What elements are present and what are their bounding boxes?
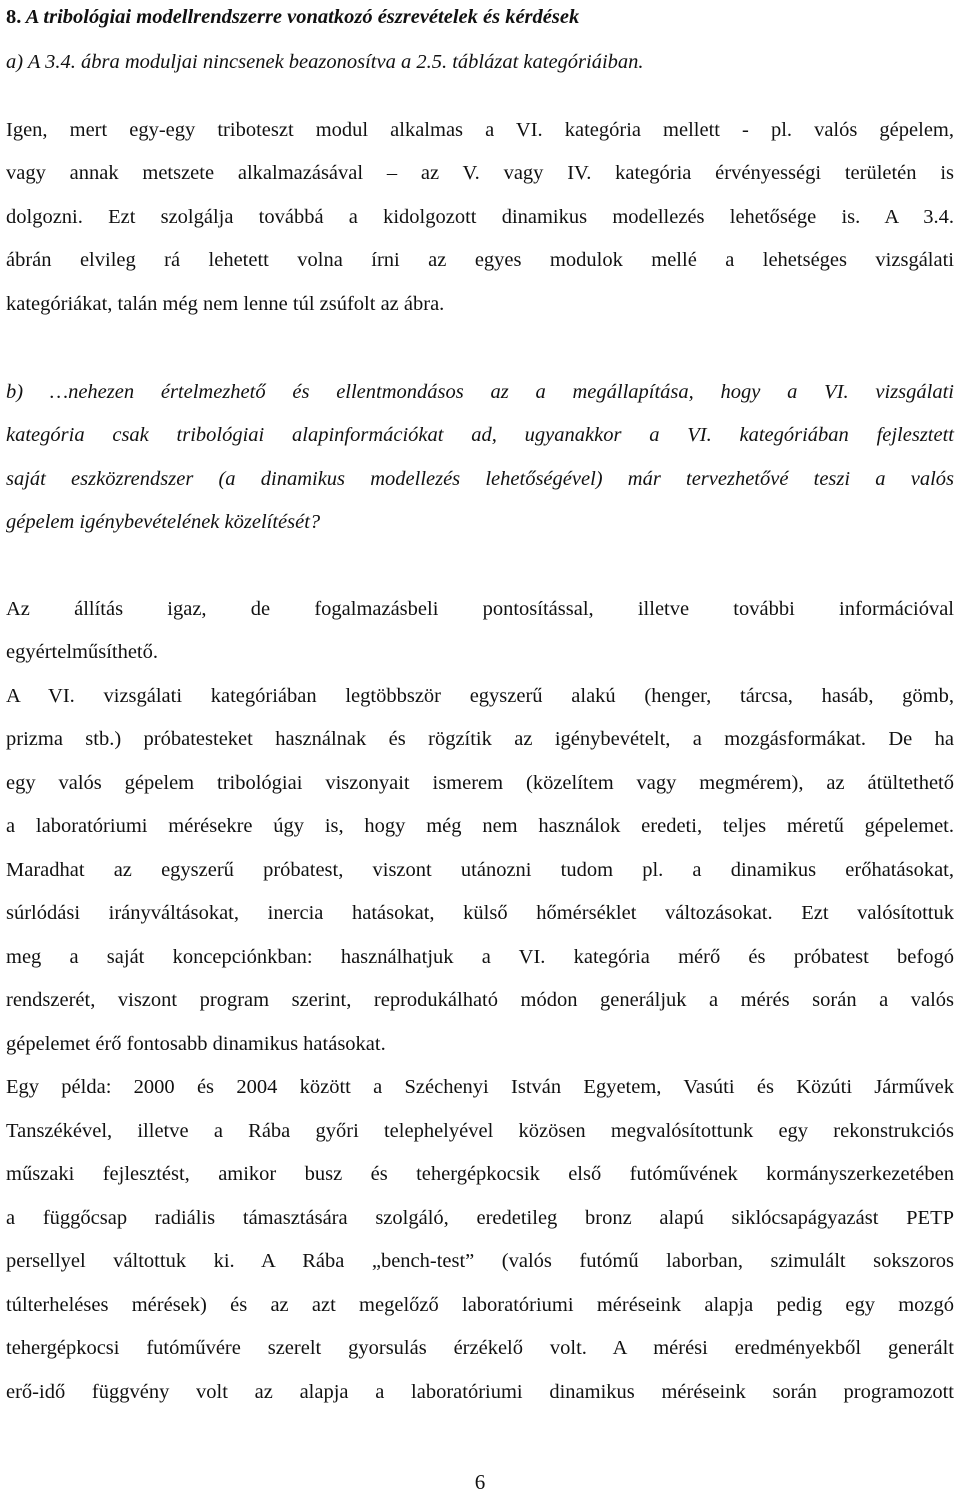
answer-b3-line: műszaki fejlesztést, amikor busz és tehergépkocsik első futóművének kormányszerkezetében: [6, 1163, 954, 1185]
answer-a-line: vagy annak metszete alkalmazásával – az V. vagy IV. kategória érvényességi területén is: [6, 162, 954, 184]
section-number: 8.: [6, 6, 22, 28]
section-heading: [6, 2, 954, 32]
question-b-line: gépelem igénybevételének közelítését?: [6, 511, 321, 533]
answer-b3-line: Egy példa: 2000 és 2004 között a Széchenyi István Egyetem, Vasúti és Közúti Járművek: [6, 1076, 954, 1098]
answer-b3-line: Tanszékével, illetve a Rába győri telephelyével közösen megvalósítottunk egy rekonstrukciós: [6, 1120, 954, 1142]
answer-b2-line: A VI. vizsgálati kategóriában legtöbbször egyszerű alakú (henger, tárcsa, hasáb, gömb,: [6, 685, 954, 707]
answer-a-line: dolgozni. Ezt szolgálja továbbá a kidolgozott dinamikus modellezés lehetősége is. A 3.4.: [6, 206, 954, 228]
answer-a-line: kategóriákat, talán még nem lenne túl zsúfolt az ábra.: [6, 293, 445, 315]
answer-b3-line: persellyel váltottuk ki. A Rába „bench-test” (valós futómű laborban, szimulált sokszoros: [6, 1250, 954, 1272]
answer-b2-line: egy valós gépelem tribológiai viszonyait ismerem (közelítem vagy megmérem), az átültethető: [6, 772, 954, 794]
answer-b2-line: meg a saját koncepciónkban: használhatjuk a VI. kategória mérő és próbatest befogó: [6, 946, 954, 968]
answer-b3-line: tehergépkocsi futóművére szerelt gyorsulás érzékelő volt. A mérési eredményekből generált: [6, 1337, 954, 1359]
answer-b2-line: Maradhat az egyszerű próbatest, viszont utánozni tudom pl. a dinamikus erőhatásokat,: [6, 859, 954, 881]
answer-a-line: ábrán elvileg rá lehetett volna írni az egyes modulok mellé a lehetséges vizsgálati: [6, 249, 954, 271]
answer-b1-line: egyértelműsíthető.: [6, 641, 158, 663]
answer-b2-line: prizma stb.) próbatesteket használnak és rögzítik az igénybevételt, a mozgásformákat. De ha: [6, 728, 954, 750]
answer-b2-line: rendszerét, viszont program szerint, reprodukálható módon generáljuk a mérés során a valós: [6, 989, 954, 1011]
answer-b3-line: a függőcsap radiális támasztására szolgáló, eredetileg bronz alapú siklócsapágyazást PETP: [6, 1207, 954, 1229]
section-title: A tribológiai modellrendszerre vonatkozó észrevételek és kérdések: [25, 6, 580, 28]
answer-b2-line: súrlódási irányváltásokat, inercia hatásokat, külső hőmérséklet változásokat. Ezt valósítottuk: [6, 902, 954, 924]
answer-b3-line: erő-idő függvény volt az alapja a laboratóriumi dinamikus méréseink során programozott: [6, 1381, 954, 1403]
page-number: 6: [474, 1470, 486, 1494]
answer-a-line: Igen, mert egy-egy triboteszt modul alkalmas a VI. kategória mellett - pl. valós gépelem,: [6, 119, 954, 141]
question-b-line: b) …nehezen értelmezhető és ellentmondásos az a megállapítása, hogy a VI. vizsgálati: [6, 381, 954, 403]
answer-b3-line: túlterheléses mérések) és az azt megelőző laboratóriumi méréseink alapja pedig egy mozgó: [6, 1294, 954, 1316]
answer-b2-line: a laboratóriumi mérésekre úgy is, hogy még nem használok eredeti, teljes méretű gépelemet.: [6, 815, 954, 837]
question-a: a) A 3.4. ábra moduljai nincsenek beazonosítva a 2.5. táblázat kategóriáiban.: [6, 51, 644, 73]
answer-b1-line: Az állítás igaz, de fogalmazásbeli pontosítással, illetve további információval: [6, 598, 954, 620]
question-b-line: saját eszközrendszer (a dinamikus modellezés lehetőségével) már tervezhetővé teszi a valós: [6, 468, 954, 490]
answer-b2-line: gépelemet érő fontosabb dinamikus hatásokat.: [6, 1033, 386, 1055]
question-b-line: kategória csak tribológiai alapinformációkat ad, ugyanakkor a VI. kategóriában fejlesztett: [6, 424, 954, 446]
